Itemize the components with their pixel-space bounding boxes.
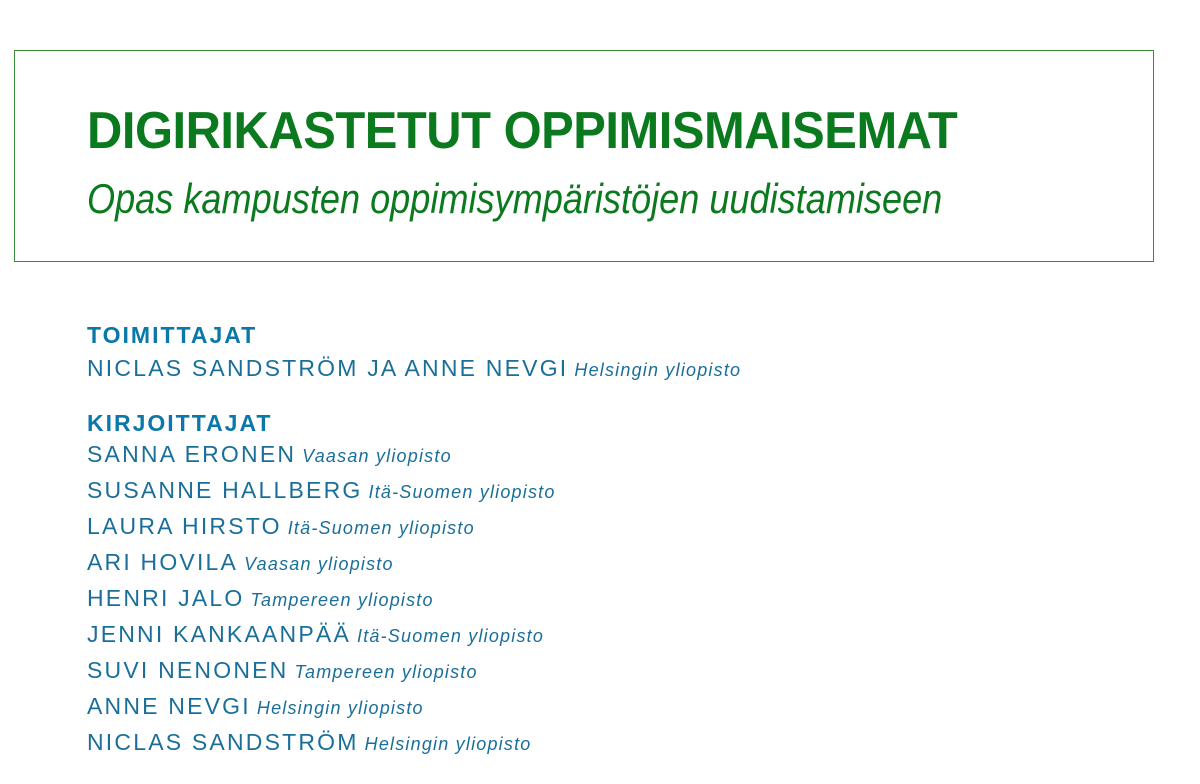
- writer-name: SUSANNE HALLBERG: [87, 477, 363, 503]
- writer-entry: [87, 618, 741, 654]
- writers-heading: KIRJOITTAJAT: [87, 410, 273, 436]
- writer-name: NICLAS SANDSTRÖM: [87, 729, 359, 755]
- document-subtitle: Opas kampusten oppimisympäristöjen uudistamiseen: [87, 175, 943, 222]
- writer-entry: [87, 690, 741, 726]
- writer-affiliation: Helsingin yliopisto: [256, 698, 424, 718]
- writer-entry: [87, 654, 741, 690]
- writer-affiliation: Itä-Suomen yliopisto: [357, 626, 545, 646]
- writer-name: HENRI JALO: [87, 585, 245, 611]
- editors-list: [87, 352, 741, 388]
- writer-name: LAURA HIRSTO: [87, 513, 282, 539]
- writer-affiliation: Vaasan yliopisto: [244, 554, 394, 574]
- writer-affiliation: Itä-Suomen yliopisto: [287, 518, 475, 538]
- writer-name: JENNI KANKAANPÄÄ: [87, 621, 351, 647]
- writer-affiliation: Tampereen yliopisto: [294, 662, 478, 682]
- writer-affiliation: Helsingin yliopisto: [364, 734, 532, 754]
- writer-name: SANNA ERONEN: [87, 441, 297, 467]
- editor-entry: [87, 352, 741, 388]
- editors-heading: TOIMITTAJAT: [87, 322, 258, 348]
- editor-affiliation: Helsingin yliopisto: [574, 360, 742, 380]
- writer-affiliation: Vaasan yliopisto: [302, 446, 452, 466]
- writer-entry: [87, 438, 741, 474]
- writer-affiliation: Tampereen yliopisto: [250, 590, 434, 610]
- writers-list: [87, 438, 741, 762]
- writer-name: SUVI NENONEN: [87, 657, 289, 683]
- credits-section: [87, 320, 741, 762]
- writer-entry: [87, 474, 741, 510]
- writer-entry: [87, 582, 741, 618]
- title-box: [14, 50, 1154, 262]
- writer-affiliation: Itä-Suomen yliopisto: [368, 482, 556, 502]
- document-title: DIGIRIKASTETUT OPPIMISMAISEMAT: [87, 102, 958, 160]
- editor-name: NICLAS SANDSTRÖM JA ANNE NEVGI: [87, 355, 569, 381]
- writer-entry: [87, 510, 741, 546]
- writer-entry: [87, 546, 741, 582]
- writer-name: ANNE NEVGI: [87, 693, 251, 719]
- writer-entry: [87, 726, 741, 762]
- writer-name: ARI HOVILA: [87, 549, 239, 575]
